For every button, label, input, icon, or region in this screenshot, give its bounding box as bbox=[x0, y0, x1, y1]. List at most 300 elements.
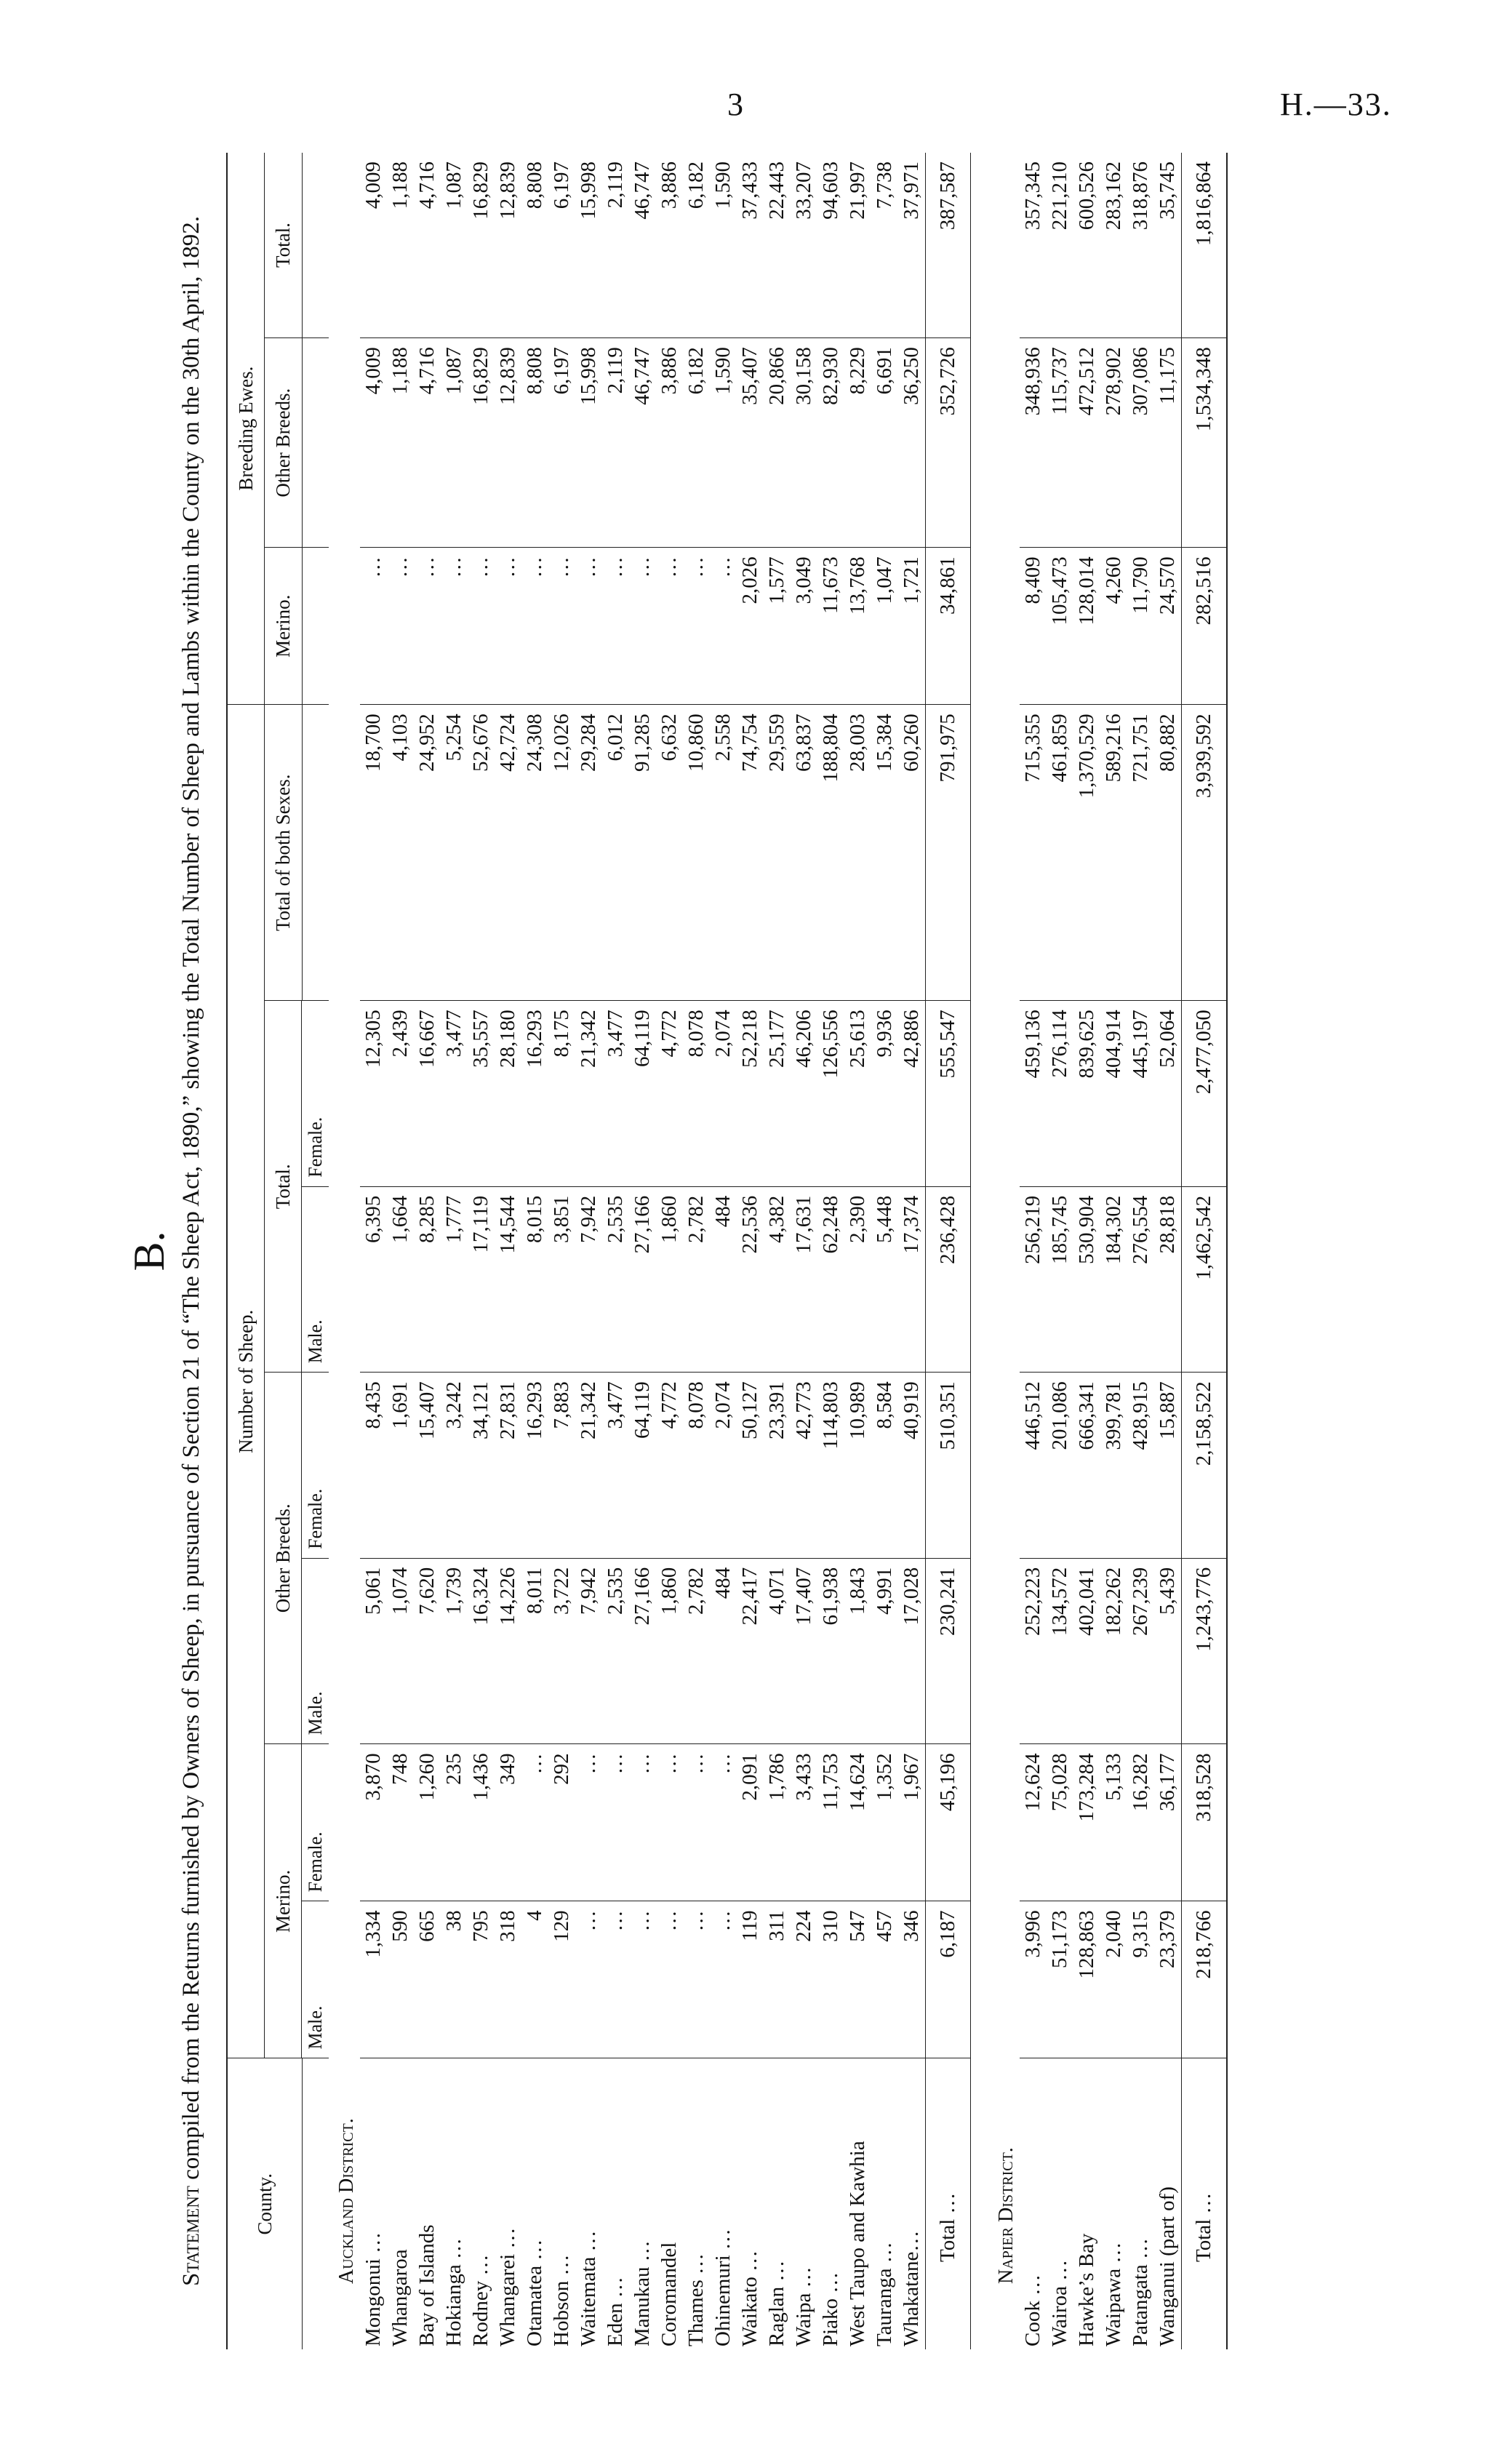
spacer-cell bbox=[971, 153, 989, 2349]
cell: 28,180 bbox=[495, 1001, 521, 1187]
county-name: Wairoa … bbox=[1048, 2259, 1071, 2346]
county-name: Bay of Islands bbox=[415, 2224, 439, 2346]
district-name: Napier District. bbox=[995, 2147, 1017, 2284]
cell: 11,673 bbox=[817, 548, 844, 705]
cell: 18,700 bbox=[360, 705, 387, 1001]
cell: 35,557 bbox=[468, 1001, 495, 1187]
cell: 27,166 bbox=[629, 1186, 656, 1373]
cell: 2,119 bbox=[602, 338, 629, 548]
cell: … bbox=[602, 1744, 629, 1901]
cell: … bbox=[629, 1901, 656, 2058]
table-row bbox=[575, 153, 602, 2349]
cell: 27,166 bbox=[629, 1558, 656, 1744]
cell: 12,839 bbox=[495, 338, 521, 548]
cell: 1,188 bbox=[387, 338, 414, 548]
cell: 8,435 bbox=[360, 1373, 387, 1559]
cell: 1,777 bbox=[441, 1186, 468, 1373]
county-name: West Taupo and Kawhia bbox=[846, 2141, 869, 2346]
cell: 42,886 bbox=[898, 1001, 926, 1187]
table-row bbox=[360, 153, 387, 2349]
cell: 24,308 bbox=[521, 705, 548, 1001]
cell: 182,262 bbox=[1100, 1558, 1127, 1744]
cell: 252,223 bbox=[1020, 1558, 1047, 1744]
cell: 600,526 bbox=[1073, 153, 1100, 338]
cell: 235 bbox=[441, 1744, 468, 1901]
cell: 318 bbox=[495, 1901, 521, 2058]
cell: 119 bbox=[737, 1901, 764, 2058]
cell: 5,448 bbox=[871, 1186, 898, 1373]
total-cell: 1,243,776 bbox=[1182, 1558, 1228, 1744]
total-cell: 6,187 bbox=[926, 1901, 971, 2058]
cell: … bbox=[521, 1744, 548, 1901]
spacer-row bbox=[971, 153, 989, 2349]
cell: 311 bbox=[764, 1901, 791, 2058]
cell: 27,831 bbox=[495, 1373, 521, 1559]
other-breeds-header: Other Breeds. bbox=[265, 1373, 302, 1744]
cell: 318,876 bbox=[1127, 153, 1154, 338]
merino-header: Merino. bbox=[265, 1744, 302, 2058]
cell: 4,009 bbox=[360, 338, 387, 548]
cell: 1,843 bbox=[844, 1558, 871, 1744]
cell: 3,049 bbox=[791, 548, 817, 705]
cell: 22,536 bbox=[737, 1186, 764, 1373]
cell: 15,887 bbox=[1154, 1373, 1182, 1559]
cell: … bbox=[414, 548, 441, 705]
total-label: Total … bbox=[926, 2058, 971, 2349]
cell: 404,914 bbox=[1100, 1001, 1127, 1187]
cell: 6,182 bbox=[683, 153, 710, 338]
cell: 6,197 bbox=[548, 153, 575, 338]
cell: 1,691 bbox=[387, 1373, 414, 1559]
cell: 10,989 bbox=[844, 1373, 871, 1559]
county-name: Waipa … bbox=[792, 2266, 815, 2346]
cell: 64,119 bbox=[629, 1001, 656, 1187]
cell: 23,379 bbox=[1154, 1901, 1182, 2058]
cell: 15,998 bbox=[575, 338, 602, 548]
county-name: Hawke’s Bay bbox=[1075, 2233, 1098, 2346]
cell: 8,584 bbox=[871, 1373, 898, 1559]
county-name: Whangaroa bbox=[388, 2249, 412, 2346]
cell: … bbox=[710, 548, 737, 705]
blank-cell bbox=[302, 2058, 329, 2349]
table-row bbox=[844, 153, 871, 2349]
cell: 24,570 bbox=[1154, 548, 1182, 705]
cell: 2,439 bbox=[387, 1001, 414, 1187]
total-cell: 3,939,592 bbox=[1182, 705, 1228, 1001]
cell: 16,829 bbox=[468, 338, 495, 548]
cell: 7,883 bbox=[548, 1373, 575, 1559]
cell: 52,676 bbox=[468, 705, 495, 1001]
cell: 12,839 bbox=[495, 153, 521, 338]
female-label: Female. bbox=[302, 1373, 329, 1559]
cell: 484 bbox=[710, 1186, 737, 1373]
total-cell: 2,158,522 bbox=[1182, 1373, 1228, 1559]
total-row bbox=[1182, 153, 1228, 2349]
table-row bbox=[1154, 153, 1182, 2349]
total-cell: 45,196 bbox=[926, 1744, 971, 1901]
male-label: Male. bbox=[302, 1186, 329, 1373]
cell: 17,407 bbox=[791, 1558, 817, 1744]
cell: 4,716 bbox=[414, 153, 441, 338]
cell: 36,177 bbox=[1154, 1744, 1182, 1901]
cell: 6,395 bbox=[360, 1186, 387, 1373]
table-row bbox=[710, 153, 737, 2349]
cell: 114,803 bbox=[817, 1373, 844, 1559]
cell: 11,175 bbox=[1154, 338, 1182, 548]
cell: 64,119 bbox=[629, 1373, 656, 1559]
county-name: Raglan … bbox=[765, 2260, 788, 2346]
total-cell: 791,975 bbox=[926, 705, 971, 1001]
cell: 2,558 bbox=[710, 705, 737, 1001]
cell: 256,219 bbox=[1020, 1186, 1047, 1373]
cell: 16,667 bbox=[414, 1001, 441, 1187]
cell: 8,409 bbox=[1020, 548, 1047, 705]
cell: 21,342 bbox=[575, 1373, 602, 1559]
cell: 21,342 bbox=[575, 1001, 602, 1187]
cell: 292 bbox=[548, 1744, 575, 1901]
cell: … bbox=[602, 548, 629, 705]
cell: 22,417 bbox=[737, 1558, 764, 1744]
cell: 16,324 bbox=[468, 1558, 495, 1744]
cell: 276,554 bbox=[1127, 1186, 1154, 1373]
county-name: Piako … bbox=[819, 2272, 842, 2346]
cell: 3,477 bbox=[441, 1001, 468, 1187]
cell: 8,808 bbox=[521, 338, 548, 548]
total-header: Total. bbox=[265, 1001, 302, 1373]
table-row bbox=[387, 153, 414, 2349]
cell: … bbox=[710, 1901, 737, 2058]
cell: 63,837 bbox=[791, 705, 817, 1001]
cell: 9,315 bbox=[1127, 1901, 1154, 2058]
cell: 22,443 bbox=[764, 153, 791, 338]
cell: … bbox=[683, 1744, 710, 1901]
cell: 12,026 bbox=[548, 705, 575, 1001]
cell: 276,114 bbox=[1047, 1001, 1073, 1187]
cell: 10,860 bbox=[683, 705, 710, 1001]
cell: 2,040 bbox=[1100, 1901, 1127, 2058]
total-label: Total … bbox=[1182, 2058, 1228, 2349]
county-name: Whakatane… bbox=[900, 2230, 923, 2346]
cell: 1,860 bbox=[656, 1558, 683, 1744]
cell: … bbox=[387, 548, 414, 705]
county-name: Waitemata … bbox=[577, 2230, 600, 2346]
cell: 1,352 bbox=[871, 1744, 898, 1901]
cell: 35,745 bbox=[1154, 153, 1182, 338]
female-label: Female. bbox=[302, 1001, 329, 1187]
cell: 12,305 bbox=[360, 1001, 387, 1187]
cell: 2,119 bbox=[602, 153, 629, 338]
total-cell: 2,477,050 bbox=[1182, 1001, 1228, 1187]
cell: 3,242 bbox=[441, 1373, 468, 1559]
county-name: Tauranga … bbox=[873, 2242, 896, 2346]
cell: 14,624 bbox=[844, 1744, 871, 1901]
cell: 4,009 bbox=[360, 153, 387, 338]
cell: 9,936 bbox=[871, 1001, 898, 1187]
cell: 795 bbox=[468, 1901, 495, 2058]
cell: … bbox=[548, 548, 575, 705]
cell: 1,370,529 bbox=[1073, 705, 1100, 1001]
cell: … bbox=[441, 548, 468, 705]
cell: 1,074 bbox=[387, 1558, 414, 1744]
total-row bbox=[926, 153, 971, 2349]
cell: 30,158 bbox=[791, 338, 817, 548]
cell: 310 bbox=[817, 1901, 844, 2058]
table-row bbox=[817, 153, 844, 2349]
cell: 221,210 bbox=[1047, 153, 1073, 338]
cell: 224 bbox=[791, 1901, 817, 2058]
breeding-ewes-header: Breeding Ewes. bbox=[227, 153, 265, 705]
district-name: Auckland District. bbox=[335, 2118, 358, 2284]
cell: 1,047 bbox=[871, 548, 898, 705]
cell: 4,772 bbox=[656, 1373, 683, 1559]
county-name: Hokianga … bbox=[442, 2238, 465, 2346]
table-row bbox=[764, 153, 791, 2349]
cell: 4,103 bbox=[387, 705, 414, 1001]
blank-cell bbox=[302, 705, 329, 1001]
cell: 1,721 bbox=[898, 548, 926, 705]
cell: 4,382 bbox=[764, 1186, 791, 1373]
table-row bbox=[468, 153, 495, 2349]
district-heading-row bbox=[329, 153, 360, 2349]
table-row bbox=[1047, 153, 1073, 2349]
cell: 1,664 bbox=[387, 1186, 414, 1373]
cell: 530,904 bbox=[1073, 1186, 1100, 1373]
cell: 33,207 bbox=[791, 153, 817, 338]
cell: 357,345 bbox=[1020, 153, 1047, 338]
cell: 1,087 bbox=[441, 153, 468, 338]
cell: 115,737 bbox=[1047, 338, 1073, 548]
cell: 94,603 bbox=[817, 153, 844, 338]
cell: 60,260 bbox=[898, 705, 926, 1001]
cell: 16,293 bbox=[521, 1373, 548, 1559]
cell: 428,915 bbox=[1127, 1373, 1154, 1559]
cell: 50,127 bbox=[737, 1373, 764, 1559]
cell: 446,512 bbox=[1020, 1373, 1047, 1559]
cell: … bbox=[575, 1744, 602, 1901]
cell: 1,739 bbox=[441, 1558, 468, 1744]
cell: 589,216 bbox=[1100, 705, 1127, 1001]
table-row bbox=[898, 153, 926, 2349]
cell: 16,293 bbox=[521, 1001, 548, 1187]
county-name: Coromandel bbox=[657, 2242, 681, 2346]
cell: 461,859 bbox=[1047, 705, 1073, 1001]
cell: 51,173 bbox=[1047, 1901, 1073, 2058]
cell: 484 bbox=[710, 1558, 737, 1744]
cell: 134,572 bbox=[1047, 1558, 1073, 1744]
cell: 445,197 bbox=[1127, 1001, 1154, 1187]
cell: 2,026 bbox=[737, 548, 764, 705]
cell: 15,998 bbox=[575, 153, 602, 338]
cell: 15,384 bbox=[871, 705, 898, 1001]
table-row bbox=[656, 153, 683, 2349]
cell: 201,086 bbox=[1047, 1373, 1073, 1559]
cell: 34,121 bbox=[468, 1373, 495, 1559]
table-row bbox=[737, 153, 764, 2349]
cell: 3,433 bbox=[791, 1744, 817, 1901]
cell: 1,967 bbox=[898, 1744, 926, 1901]
cell: 2,535 bbox=[602, 1186, 629, 1373]
cell: … bbox=[710, 1744, 737, 1901]
total-cell: 34,861 bbox=[926, 548, 971, 705]
cell: 2,782 bbox=[683, 1186, 710, 1373]
table-row bbox=[1100, 153, 1127, 2349]
cell: 715,355 bbox=[1020, 705, 1047, 1001]
cell: 126,556 bbox=[817, 1001, 844, 1187]
cell: 3,886 bbox=[656, 153, 683, 338]
cell: … bbox=[656, 1744, 683, 1901]
document-reference: H.—33. bbox=[1280, 87, 1392, 122]
cell: 402,041 bbox=[1073, 1558, 1100, 1744]
cell: 128,863 bbox=[1073, 1901, 1100, 2058]
total-cell: 555,547 bbox=[926, 1001, 971, 1187]
cell: 4,260 bbox=[1100, 548, 1127, 705]
cell: 2,074 bbox=[710, 1001, 737, 1187]
cell: 46,747 bbox=[629, 338, 656, 548]
cell: 4,772 bbox=[656, 1001, 683, 1187]
cell: 8,078 bbox=[683, 1373, 710, 1559]
cell: 7,942 bbox=[575, 1186, 602, 1373]
cell: … bbox=[629, 548, 656, 705]
county-header: County. bbox=[227, 2058, 302, 2349]
cell: 1,590 bbox=[710, 153, 737, 338]
cell: 2,091 bbox=[737, 1744, 764, 1901]
cell: 91,285 bbox=[629, 705, 656, 1001]
county-name: Patangata … bbox=[1129, 2238, 1152, 2346]
cell: 52,064 bbox=[1154, 1001, 1182, 1187]
table-row bbox=[629, 153, 656, 2349]
county-name: Rodney … bbox=[469, 2254, 492, 2346]
cell: 665 bbox=[414, 1901, 441, 2058]
cell: 17,374 bbox=[898, 1186, 926, 1373]
cell: 28,003 bbox=[844, 705, 871, 1001]
cell: 283,162 bbox=[1100, 153, 1127, 338]
cell: 1,590 bbox=[710, 338, 737, 548]
cell: 11,790 bbox=[1127, 548, 1154, 705]
cell: 40,919 bbox=[898, 1373, 926, 1559]
cell: 52,218 bbox=[737, 1001, 764, 1187]
cell: 25,613 bbox=[844, 1001, 871, 1187]
county-name: Waikato … bbox=[738, 2250, 761, 2346]
county-name: Whangarei … bbox=[496, 2227, 519, 2346]
county-name: Eden … bbox=[604, 2277, 627, 2346]
total-cell: 387,587 bbox=[926, 153, 971, 338]
cell: 6,012 bbox=[602, 705, 629, 1001]
cell: 188,804 bbox=[817, 705, 844, 1001]
cell: 21,997 bbox=[844, 153, 871, 338]
cell: 4,716 bbox=[414, 338, 441, 548]
cell: 1,188 bbox=[387, 153, 414, 338]
cell: … bbox=[521, 548, 548, 705]
total-cell: 1,534,348 bbox=[1182, 338, 1228, 548]
total-cell: 236,428 bbox=[926, 1186, 971, 1373]
total-cell: 318,528 bbox=[1182, 1744, 1228, 1901]
female-label: Female. bbox=[302, 1744, 329, 1901]
cell: 28,818 bbox=[1154, 1186, 1182, 1373]
cell: 14,544 bbox=[495, 1186, 521, 1373]
cell: … bbox=[495, 548, 521, 705]
county-name: Wanganui (part of) bbox=[1156, 2186, 1179, 2346]
county-name: Cook … bbox=[1021, 2274, 1044, 2346]
table-row bbox=[602, 153, 629, 2349]
table-body bbox=[302, 153, 1227, 2349]
cell: 129 bbox=[548, 1901, 575, 2058]
cell: 5,439 bbox=[1154, 1558, 1182, 1744]
cell: 13,768 bbox=[844, 548, 871, 705]
cell: 666,341 bbox=[1073, 1373, 1100, 1559]
cell: 547 bbox=[844, 1901, 871, 2058]
cell: 35,407 bbox=[737, 338, 764, 548]
statement-title bbox=[177, 211, 206, 2291]
county-name: Mongonui … bbox=[361, 2232, 385, 2346]
cell: 8,011 bbox=[521, 1558, 548, 1744]
cell: 8,078 bbox=[683, 1001, 710, 1187]
table-row bbox=[1127, 153, 1154, 2349]
cell: 839,625 bbox=[1073, 1001, 1100, 1187]
total-both-sexes-header: Total of both Sexes. bbox=[265, 705, 303, 1001]
cell: 7,738 bbox=[871, 153, 898, 338]
cell: 348,936 bbox=[1020, 338, 1047, 548]
cell: 457 bbox=[871, 1901, 898, 2058]
cell: 14,226 bbox=[495, 1558, 521, 1744]
cell: 29,559 bbox=[764, 705, 791, 1001]
cell: 36,250 bbox=[898, 338, 926, 548]
cell: 6,632 bbox=[656, 705, 683, 1001]
cell: … bbox=[602, 1901, 629, 2058]
cell: 6,691 bbox=[871, 338, 898, 548]
cell: 590 bbox=[387, 1901, 414, 2058]
cell: 5,133 bbox=[1100, 1744, 1127, 1901]
cell: 721,751 bbox=[1127, 705, 1154, 1001]
blank-cell bbox=[302, 548, 329, 705]
cell: 1,334 bbox=[360, 1901, 387, 2058]
cell: 185,745 bbox=[1047, 1186, 1073, 1373]
cell: 472,512 bbox=[1073, 338, 1100, 548]
cell: … bbox=[629, 1744, 656, 1901]
cell: 1,436 bbox=[468, 1744, 495, 1901]
district-heading-row bbox=[988, 153, 1020, 2349]
cell: 8,229 bbox=[844, 338, 871, 548]
cell: … bbox=[656, 1901, 683, 2058]
cell: 307,086 bbox=[1127, 338, 1154, 548]
cell: 75,028 bbox=[1047, 1744, 1073, 1901]
cell: 1,260 bbox=[414, 1744, 441, 1901]
cell: 24,952 bbox=[414, 705, 441, 1001]
cell: 4 bbox=[521, 1901, 548, 2058]
county-name: Manukau … bbox=[631, 2240, 654, 2346]
cell: 3,870 bbox=[360, 1744, 387, 1901]
county-name: Hobson … bbox=[550, 2254, 573, 2346]
cell: … bbox=[656, 548, 683, 705]
cell: 6,197 bbox=[548, 338, 575, 548]
ewes-other-breeds-header: Other Breeds. bbox=[265, 338, 303, 548]
cell: 8,175 bbox=[548, 1001, 575, 1187]
cell: 3,996 bbox=[1020, 1901, 1047, 2058]
page-number: 3 bbox=[727, 87, 743, 122]
table-row bbox=[1073, 153, 1100, 2349]
sex-subheader-row bbox=[302, 153, 329, 2349]
cell: 173,284 bbox=[1073, 1744, 1100, 1901]
cell: 23,391 bbox=[764, 1373, 791, 1559]
cell: 42,773 bbox=[791, 1373, 817, 1559]
table-row bbox=[521, 153, 548, 2349]
cell: 3,851 bbox=[548, 1186, 575, 1373]
cell: 399,781 bbox=[1100, 1373, 1127, 1559]
cell: 3,722 bbox=[548, 1558, 575, 1744]
cell: 278,902 bbox=[1100, 338, 1127, 548]
rotated-statement bbox=[127, 153, 1407, 2349]
cell: 37,433 bbox=[737, 153, 764, 338]
male-label: Male. bbox=[302, 1558, 329, 1744]
